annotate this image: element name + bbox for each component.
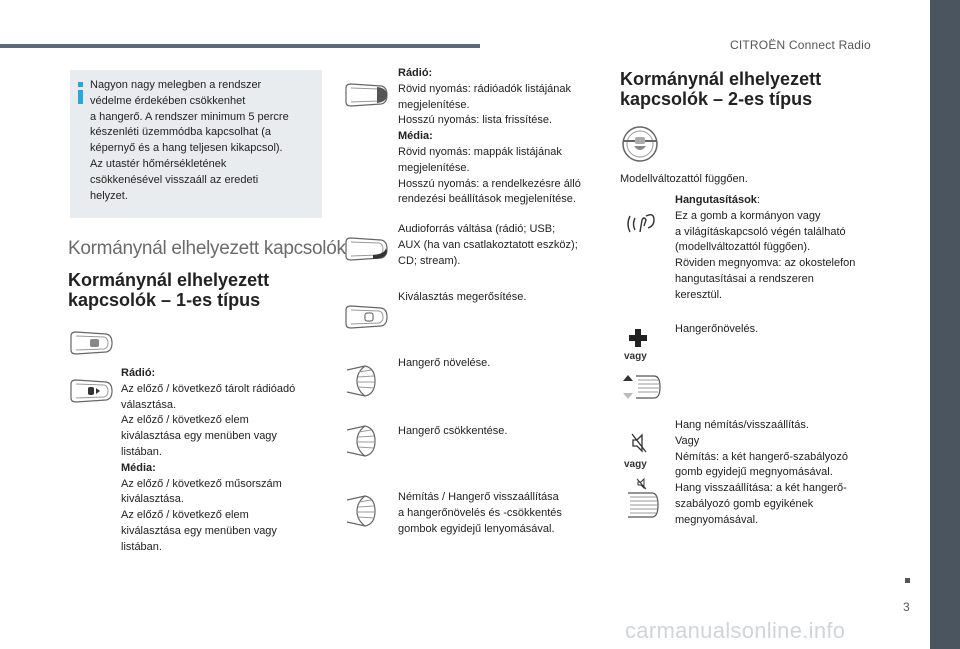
- steering-wheel-icon: [620, 124, 660, 164]
- model-variant-text: Modellváltozattól függően.: [620, 173, 748, 185]
- header-rule: [0, 44, 480, 48]
- middle-radio-media-text: Rádió: Rövid nyomás: rádióadók listájának megjelenítése. Hosszú nyomás: lista frissítése. Média: Rövid nyomás: mappák listájának megjelenítése. Hosszú nyomás: a rendelkezésre álló rendezési beállítások megjelenítése.: [398, 67, 581, 206]
- page-number: 3: [903, 600, 910, 614]
- confirm-text: Kiválasztás megerősítése.: [398, 291, 527, 303]
- voice-command-icon: [624, 206, 658, 236]
- type2-title: Kormánynál elhelyezett kapcsolók – 2-es típus: [620, 69, 822, 109]
- volume-down-wheel-icon: [343, 424, 379, 458]
- info-note-text: Nagyon nagy melegben a rendszer védelme érdekében csökkenhet a hangerő. A rendszer minimum 5 percre készenléti üzemmódba kapcsolhat (a képernyő és a hang teljesen kikapcsol). Az utastér hőmérsékletének csökkenésével visszaáll az eredeti helyzet.: [90, 79, 289, 202]
- section-title: Kormánynál elhelyezett kapcsolók: [68, 238, 346, 259]
- plus-icon: [628, 328, 648, 348]
- stalk-confirm-icon: [343, 304, 389, 330]
- mute-wheel-type2-icon: [624, 478, 662, 520]
- page-edge-strip: [930, 0, 960, 649]
- stalk-thumbwheel-icon: [68, 378, 116, 404]
- mute-text: Némítás / Hangerő visszaállítása a hangerőnövelés és -csökkentés gombok egyidejű lenyomásával.: [398, 491, 562, 535]
- volume-down-text: Hangerő csökkentése.: [398, 425, 508, 437]
- stalk-control-icon: [68, 330, 114, 356]
- mute-wheel-icon: [343, 494, 379, 528]
- footer-watermark: carmanualsonline.info: [625, 618, 846, 643]
- stalk-end-button-icon: [343, 82, 389, 108]
- info-icon: [78, 82, 83, 104]
- volume-wheel-arrows-icon: [620, 373, 662, 401]
- or-label-1: vagy: [624, 351, 647, 362]
- volume-up-type2-text: Hangerőnövelés.: [675, 323, 759, 335]
- volume-up-wheel-icon: [343, 364, 379, 398]
- page-marker: [905, 578, 910, 583]
- voice-command-text: Hangutasítások: Ez a gomb a kormányon vagy a világításkapcsoló végén található (modellváltozattól függően). Röviden megnyomva: az okostelefon hangutasításai a rendszeren keresztül.: [675, 194, 856, 301]
- page-header-title: CITROËN Connect Radio: [730, 38, 871, 52]
- mute-symbol-icon: [630, 432, 648, 454]
- volume-up-text: Hangerő növelése.: [398, 357, 491, 369]
- type1-title: Kormánynál elhelyezett kapcsolók – 1-es típus: [68, 270, 270, 310]
- mute-type2-text: Hang némítás/visszaállítás. Vagy Némítás: a két hangerő-szabályozó gomb egyidejű megnyomásával. Hang visszaállítása: a két hangerő- szabályozó gomb egyikének megnyomásával.: [675, 419, 849, 526]
- stalk-source-icon: [343, 236, 389, 262]
- source-switch-text: Audioforrás váltása (rádió; USB; AUX (ha van csatlakoztatott eszköz); CD; stream).: [398, 223, 578, 267]
- type1-radio-media-text: Rádió: Az előző / következő tárolt rádióadó választása. Az előző / következő elem kiválasztása egy menüben vagy listában. Média: Az előző / következő műsorszám kiválasztása. Az előző / következő elem kiválasztása egy menüben vagy listában.: [121, 367, 296, 553]
- or-label-2: vagy: [624, 459, 647, 470]
